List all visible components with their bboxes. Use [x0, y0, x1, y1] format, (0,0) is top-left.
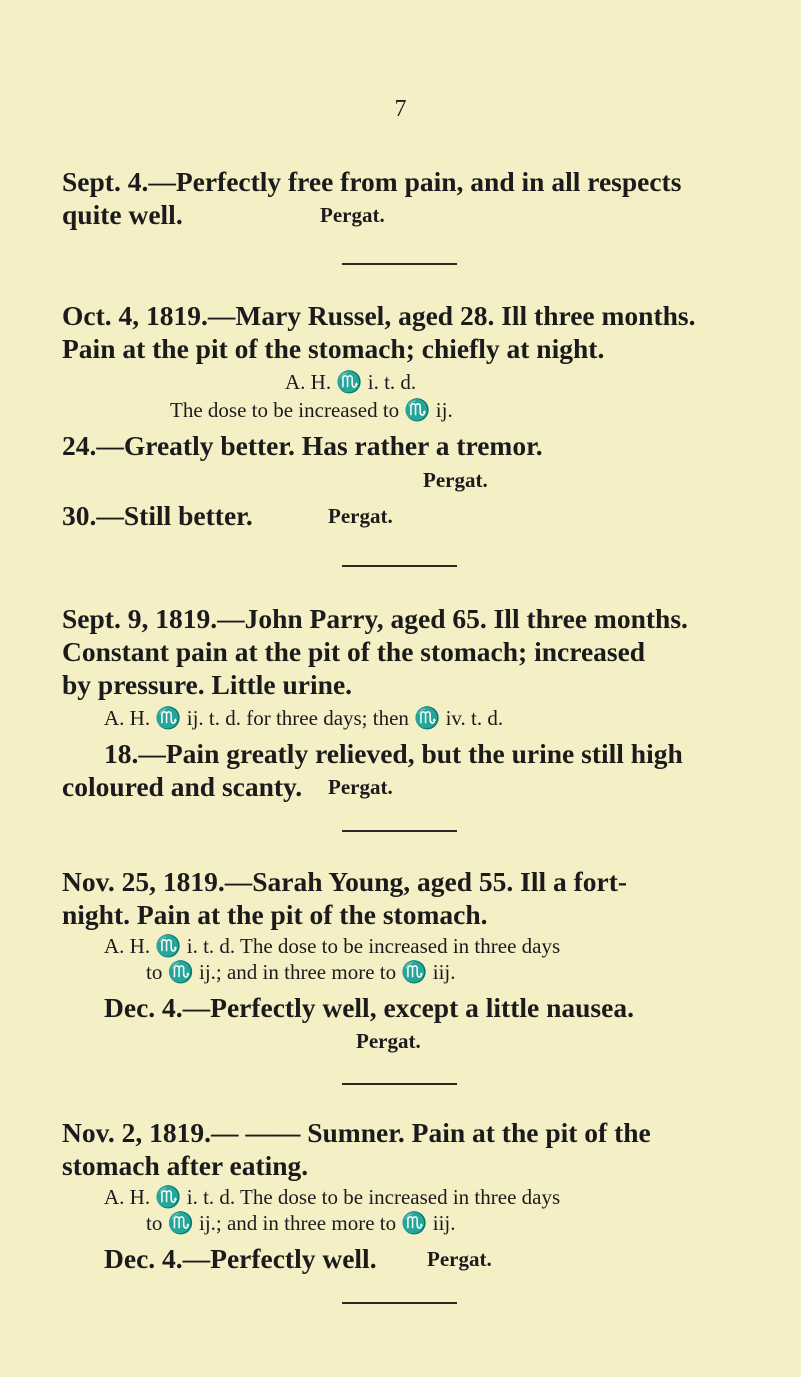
case-russel-followup-24: 24.—Greatly better. Has rather a tremor.: [62, 430, 543, 461]
case-young-followup-dec4: Dec. 4.—Perfectly well, except a little nausea.: [104, 992, 634, 1023]
case-russel-line2: Pain at the pit of the stomach; chiefly at night.: [62, 333, 605, 364]
case-young-prescription: A. H. ♏ i. t. d. The dose to be increased in three days: [104, 934, 561, 958]
case-russel-followup-30: 30.—Still better.: [62, 500, 253, 531]
case-parry-followup-18-line1: 18.—Pain greatly relieved, but the urine still high: [104, 738, 683, 769]
case-russel-line1: Oct. 4, 1819.—Mary Russel, aged 28. Ill three months.: [62, 300, 696, 331]
divider: [342, 1302, 457, 1304]
case-sumner-followup-dec4: Dec. 4.—Perfectly well.: [104, 1243, 377, 1274]
case-young-line1: Nov. 25, 1819.—Sarah Young, aged 55. Ill a fort-: [62, 866, 628, 897]
case-parry-line2: Constant pain at the pit of the stomach; increased: [62, 636, 646, 667]
case-russel-dose-note: The dose to be increased to ♏ ij.: [170, 398, 453, 422]
entry-sept4-pergat: Pergat.: [320, 203, 385, 227]
case-young-pergat: Pergat.: [356, 1029, 421, 1053]
case-sumner-line1: Nov. 2, 1819.— —— Sumner. Pain at the pit of the: [62, 1117, 651, 1148]
divider: [342, 830, 457, 832]
divider: [342, 263, 457, 265]
entry-sept4-line1: Sept. 4.—Perfectly free from pain, and in all respects: [62, 166, 682, 197]
case-parry-followup-18-line2: coloured and scanty.: [62, 771, 303, 802]
case-russel-prescription: A. H. ♏ i. t. d.: [285, 370, 417, 394]
case-sumner-pergat: Pergat.: [427, 1247, 492, 1271]
case-parry-prescription: A. H. ♏ ij. t. d. for three days; then ♏ iv. t. d.: [104, 706, 504, 730]
case-russel-pergat-30: Pergat.: [328, 504, 393, 528]
divider: [342, 565, 457, 567]
case-sumner-dose-note: to ♏ ij.; and in three more to ♏ iij.: [146, 1211, 456, 1235]
page-number: 7: [394, 96, 407, 122]
case-parry-line3: by pressure. Little urine.: [62, 669, 353, 700]
case-young-dose-note: to ♏ ij.; and in three more to ♏ iij.: [146, 960, 456, 984]
case-sumner-line2: stomach after eating.: [62, 1150, 309, 1181]
case-sumner-prescription: A. H. ♏ i. t. d. The dose to be increased in three days: [104, 1185, 561, 1209]
entry-sept4-line2: quite well.: [62, 199, 183, 230]
case-parry-line1: Sept. 9, 1819.—John Parry, aged 65. Ill three months.: [62, 603, 688, 634]
case-parry-pergat: Pergat.: [328, 775, 393, 799]
case-young-line2: night. Pain at the pit of the stomach.: [62, 899, 488, 930]
case-russel-pergat-24: Pergat.: [423, 468, 488, 492]
divider: [342, 1083, 457, 1085]
